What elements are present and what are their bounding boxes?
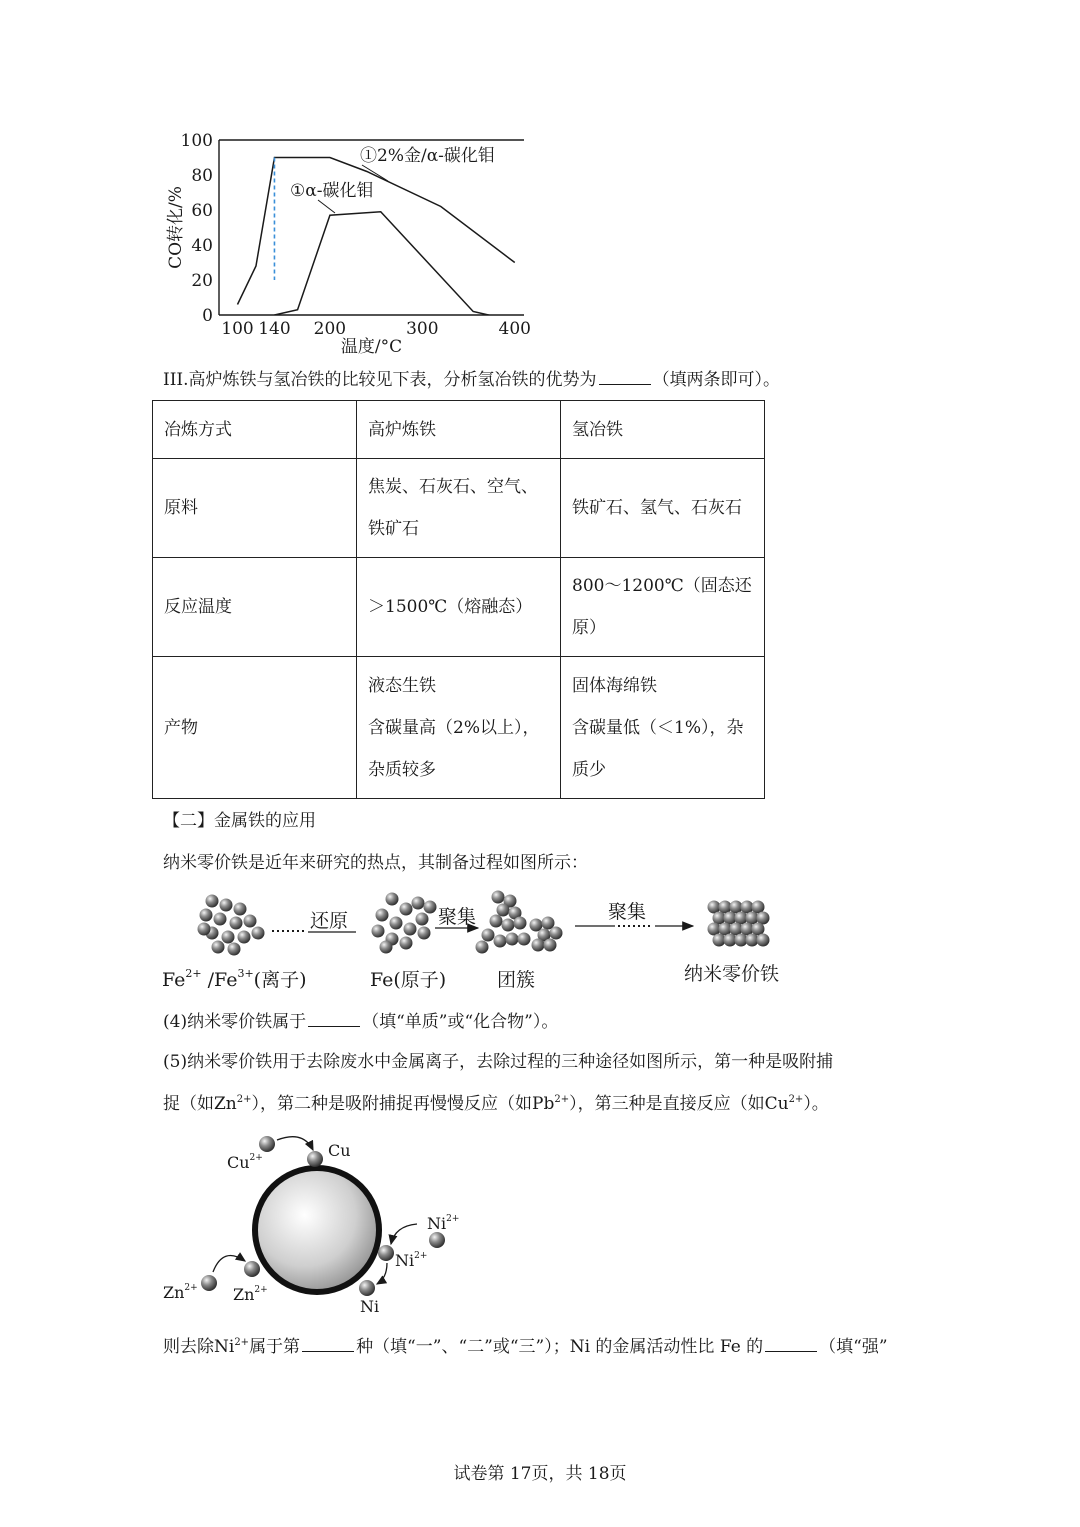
ion-ball bbox=[214, 913, 227, 926]
cell-line: 含碳量低（＜1%），杂 bbox=[572, 717, 744, 738]
ni-arrow bbox=[391, 1224, 417, 1244]
ion-ball bbox=[222, 931, 235, 944]
q4-line bbox=[163, 1012, 558, 1031]
q-last-line bbox=[163, 1337, 888, 1356]
ion-ball bbox=[230, 917, 243, 930]
atom-ball bbox=[400, 903, 413, 916]
table-row bbox=[153, 459, 765, 558]
cluster-ball bbox=[482, 929, 495, 942]
table-header-cell: 高炉炼铁 bbox=[357, 401, 561, 459]
q5-sup: 2+ bbox=[788, 1094, 804, 1105]
comparison-table bbox=[152, 400, 765, 799]
series-line-1 bbox=[237, 158, 514, 305]
ions-ball-group bbox=[198, 895, 265, 956]
x-tick-label: 300 bbox=[406, 319, 439, 339]
ni-adsorbed-label: $Ni^{2+}$ bbox=[395, 1251, 428, 1270]
cluster-ball bbox=[492, 891, 505, 904]
cluster-ball bbox=[506, 933, 519, 946]
nano-iron-ball-group bbox=[708, 901, 770, 947]
table-header-cell: 氢冶铁 bbox=[561, 401, 765, 459]
row-label: 产物 bbox=[153, 657, 357, 799]
y-axis-title: CO转化/% bbox=[166, 186, 186, 269]
q3-answer-blank[interactable] bbox=[599, 370, 651, 385]
row-label: 反应温度 bbox=[153, 558, 357, 657]
q5-line2 bbox=[163, 1096, 829, 1113]
x-tick-label: 140 bbox=[258, 319, 291, 339]
cluster-ball bbox=[532, 939, 545, 952]
nano-ball bbox=[757, 934, 770, 947]
row-label: 原料 bbox=[153, 459, 357, 558]
hydrogen-cell bbox=[561, 459, 765, 558]
q-last-a: 则去除Ni bbox=[163, 1337, 235, 1357]
cell-line: 杂质较多 bbox=[368, 759, 436, 780]
zn-ion-ball bbox=[201, 1275, 217, 1291]
cu-ion-ball bbox=[259, 1136, 275, 1152]
co-conversion-chart bbox=[150, 125, 550, 360]
q3-line bbox=[163, 370, 780, 389]
section-heading: 【二】金属铁的应用 bbox=[163, 811, 316, 831]
y-tick-label: 80 bbox=[191, 166, 213, 186]
ni-ion-label: $Ni^{2+}$ bbox=[427, 1214, 460, 1233]
ni-label: Ni bbox=[360, 1297, 380, 1316]
series-line-2 bbox=[274, 212, 519, 322]
zn-ion-label: $Zn^{2+}$ bbox=[163, 1283, 198, 1302]
q4-prefix: (4)纳米零价铁属于 bbox=[163, 1012, 307, 1032]
nano-iron-process-diagram bbox=[160, 885, 810, 1000]
ni-adsorbed-ball bbox=[378, 1245, 394, 1261]
cluster-ball bbox=[476, 941, 489, 954]
cell-line: 铁矿石、氢气、石灰石 bbox=[572, 498, 742, 518]
section-intro: 纳米零价铁是近年来研究的热点，其制备过程如图所示： bbox=[163, 853, 588, 873]
cell-line: 液态生铁 bbox=[368, 675, 436, 696]
blast-cell bbox=[357, 459, 561, 558]
zn-adsorbed-ball bbox=[244, 1261, 260, 1277]
hydrogen-cell bbox=[561, 657, 765, 799]
blast-cell bbox=[357, 657, 561, 799]
removal-pathways-diagram bbox=[155, 1128, 485, 1323]
atom-ball bbox=[416, 913, 429, 926]
cu-deposit-ball bbox=[307, 1151, 323, 1167]
atom-ball bbox=[390, 917, 403, 930]
cluster-ball bbox=[550, 927, 563, 940]
q5-part-c: ），第三种是直接反应（如Cu bbox=[569, 1094, 789, 1114]
hydrogen-cell bbox=[561, 558, 765, 657]
atom-ball bbox=[424, 901, 437, 914]
label-nano-iron: 纳米零价铁 bbox=[684, 963, 780, 985]
cu-arrow bbox=[277, 1137, 313, 1150]
legend-leader-1 bbox=[362, 165, 388, 181]
cu-label: Cu bbox=[328, 1141, 351, 1160]
atom-ball bbox=[372, 925, 385, 938]
q5-sup: 2+ bbox=[236, 1094, 252, 1105]
cluster-ball bbox=[490, 915, 503, 928]
cu-ion-label: $Cu^{2+}$ bbox=[227, 1153, 263, 1172]
x-axis-title: 温度/°C bbox=[340, 337, 403, 357]
y-tick-label: 100 bbox=[180, 131, 213, 151]
ni-ion-ball bbox=[429, 1232, 445, 1248]
q3-prompt: III.高炉炼铁与氢冶铁的比较见下表，分析氢冶铁的优势为 bbox=[163, 370, 597, 390]
zn-adsorbed-label: $Zn^{2+}$ bbox=[233, 1285, 268, 1304]
cluster-ball bbox=[494, 935, 507, 948]
cluster-ball bbox=[502, 919, 515, 932]
y-tick-label: 20 bbox=[191, 271, 213, 291]
q-last-sup: 2+ bbox=[234, 1337, 250, 1348]
zn-arrow bbox=[213, 1256, 245, 1272]
atom-ball bbox=[404, 923, 417, 936]
legend-label-1: ①2%金/α-碳化钼 bbox=[360, 146, 495, 166]
atom-ball bbox=[400, 937, 413, 950]
cell-line: 质少 bbox=[572, 759, 606, 780]
cell-line: ＞1500℃（熔融态） bbox=[368, 597, 533, 617]
cell-line: 焦炭、石灰石、空气、 bbox=[368, 477, 538, 497]
ni-slow-arrow bbox=[377, 1263, 387, 1284]
cell-line: 铁矿石 bbox=[368, 519, 419, 539]
label-atoms: Fe(原子) bbox=[370, 969, 447, 991]
label-ions: $Fe^{2+}$ $/Fe^{3+}$(离子) bbox=[162, 967, 307, 991]
ion-ball bbox=[212, 941, 225, 954]
q-last-d: （填“强” bbox=[819, 1337, 888, 1357]
ion-ball bbox=[238, 931, 251, 944]
cell-line: 原） bbox=[572, 618, 606, 638]
q-last-b: 属于第 bbox=[249, 1337, 301, 1357]
step-gather-2: 聚集 bbox=[608, 901, 647, 923]
q-last-c: 种（填“一”、“二”或“三”）；Ni 的金属活动性比 Fe 的 bbox=[356, 1337, 764, 1357]
page-footer: 试卷第 17页，共 18页 bbox=[453, 1464, 627, 1484]
label-cluster: 团簇 bbox=[497, 969, 536, 991]
clusters-ball-group bbox=[476, 891, 563, 954]
table-header-cell: 冶炼方式 bbox=[153, 401, 357, 459]
ion-ball bbox=[198, 923, 211, 936]
cluster-ball bbox=[514, 917, 527, 930]
blast-cell bbox=[357, 558, 561, 657]
step-reduce: 还原 bbox=[310, 910, 349, 932]
q-last-blank-1[interactable] bbox=[302, 1337, 354, 1352]
atom-ball bbox=[386, 893, 399, 906]
ni-deposit-ball bbox=[359, 1280, 375, 1296]
q5-sup: 2+ bbox=[554, 1094, 570, 1105]
legend-leader-2 bbox=[318, 200, 335, 213]
cluster-ball bbox=[497, 904, 510, 917]
nano-iron-sphere bbox=[255, 1168, 379, 1292]
q-last-blank-2[interactable] bbox=[765, 1337, 817, 1352]
table-row bbox=[153, 657, 765, 799]
table-row bbox=[153, 558, 765, 657]
cluster-ball bbox=[518, 933, 531, 946]
atom-ball bbox=[412, 897, 425, 910]
step-gather-1: 聚集 bbox=[438, 906, 477, 928]
x-tick-label: 100 bbox=[221, 319, 254, 339]
ion-ball bbox=[252, 927, 265, 940]
ion-ball bbox=[234, 903, 247, 916]
cell-line: 固体海绵铁 bbox=[572, 675, 657, 696]
ion-ball bbox=[244, 915, 257, 928]
atom-ball bbox=[418, 927, 431, 940]
ion-ball bbox=[206, 895, 219, 908]
y-tick-label: 60 bbox=[191, 201, 213, 221]
q3-tail: （填两条即可）。 bbox=[652, 370, 781, 390]
q4-suffix: （填“单质”或“化合物”）。 bbox=[362, 1012, 559, 1032]
cell-line: 含碳量高（2%以上）， bbox=[368, 717, 540, 738]
q5-part-d: ）。 bbox=[803, 1094, 829, 1114]
cluster-ball bbox=[544, 939, 557, 952]
q5-part-b: ），第二种是吸附捕捉再慢慢反应（如Pb bbox=[251, 1094, 555, 1114]
atom-ball bbox=[376, 909, 389, 922]
table-header-row bbox=[153, 401, 765, 459]
legend-label-2: ①α-碳化钼 bbox=[290, 181, 374, 201]
ion-ball bbox=[200, 909, 213, 922]
ion-ball bbox=[228, 943, 241, 956]
x-tick-label: 200 bbox=[313, 319, 347, 339]
q4-answer-blank[interactable] bbox=[308, 1012, 360, 1027]
atoms-ball-group bbox=[372, 893, 437, 954]
ion-ball bbox=[220, 899, 233, 912]
q5-part-a: 捉（如Zn bbox=[163, 1094, 237, 1114]
y-tick-label: 0 bbox=[202, 306, 213, 326]
y-tick-label: 40 bbox=[191, 236, 213, 256]
atom-ball bbox=[380, 941, 393, 954]
x-tick-label: 400 bbox=[498, 319, 531, 339]
cell-line: 800～1200℃（固态还 bbox=[572, 576, 752, 596]
q5-line1: (5)纳米零价铁用于去除废水中金属离子，去除过程的三种途径如图所示，第一种是吸附捕 bbox=[163, 1052, 834, 1072]
